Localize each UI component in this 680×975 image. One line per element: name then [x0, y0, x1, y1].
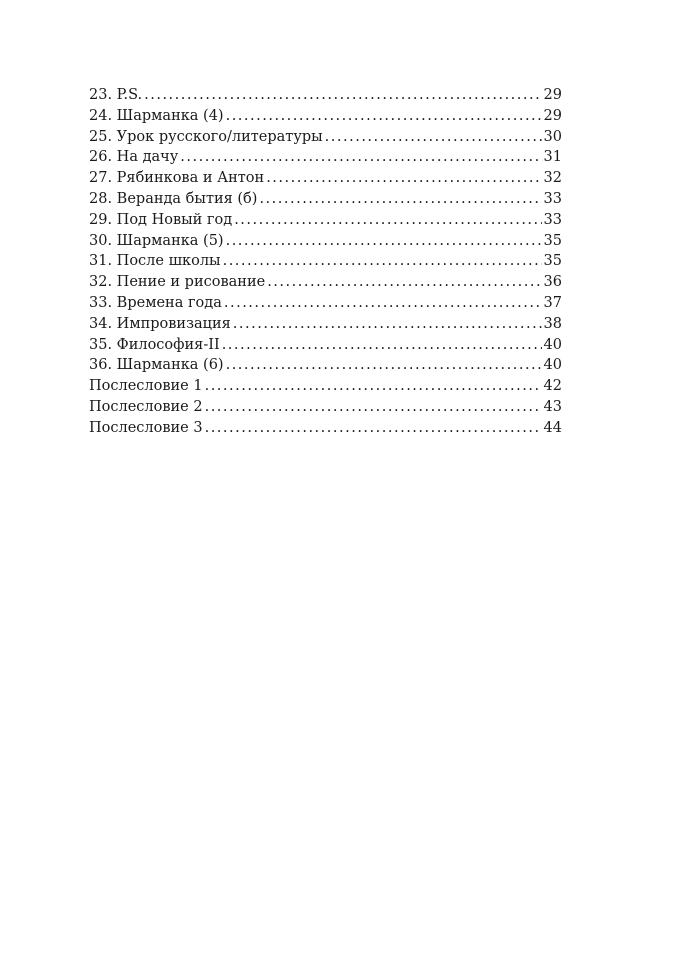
- toc-entry: [89, 295, 562, 316]
- toc-dot-leader: [226, 108, 542, 124]
- toc-entry-title: 29. Под Новый год: [89, 211, 233, 228]
- toc-entry-title: 28. Веранда бытия (б): [89, 190, 258, 207]
- toc-dot-leader: [259, 191, 541, 207]
- toc-entry-title: 35. Философия-II: [89, 336, 220, 353]
- toc-dot-leader: [205, 420, 542, 436]
- toc-entry: [89, 191, 562, 212]
- table-of-contents: [89, 87, 562, 441]
- toc-entry: [89, 357, 562, 378]
- toc-entry-title: 23. P.S.: [89, 87, 143, 103]
- toc-entry: [89, 212, 562, 233]
- toc-entry: [89, 129, 562, 150]
- toc-entry-page: 35: [543, 232, 562, 249]
- toc-entry: [89, 253, 562, 274]
- toc-entry-title: 30. Шарманка (5): [89, 232, 224, 249]
- toc-entry: [89, 337, 562, 358]
- toc-dot-leader: [205, 399, 542, 415]
- toc-dot-leader: [226, 357, 542, 373]
- toc-entry-page: 29: [543, 107, 562, 124]
- toc-dot-leader: [180, 149, 541, 165]
- toc-entry-page: 29: [543, 87, 562, 103]
- toc-entry-page: 30: [543, 128, 562, 145]
- toc-entry-page: 38: [543, 315, 562, 332]
- toc-dot-leader: [222, 337, 542, 353]
- toc-dot-leader: [223, 253, 542, 269]
- toc-entry: [89, 108, 562, 129]
- toc-entry-title: 31. После школы: [89, 253, 221, 270]
- toc-entry-page: 31: [543, 149, 562, 166]
- toc-dot-leader: [144, 87, 541, 103]
- toc-entry: [89, 399, 562, 420]
- toc-entry-title: 36. Шарманка (6): [89, 357, 224, 374]
- toc-entry-title: 25. Урок русского/литературы: [89, 128, 323, 145]
- toc-dot-leader: [266, 170, 541, 186]
- toc-dot-leader: [233, 316, 542, 332]
- toc-dot-leader: [234, 212, 541, 228]
- toc-entry-title: 27. Рябинкова и Антон: [89, 170, 265, 187]
- toc-entry-title: 34. Импровизация: [89, 315, 231, 332]
- toc-entry: [89, 233, 562, 254]
- toc-entry-page: 40: [543, 336, 562, 353]
- toc-entry-page: 35: [543, 253, 562, 270]
- toc-dot-leader: [205, 378, 542, 394]
- toc-dot-leader: [224, 295, 542, 311]
- toc-dot-leader: [226, 233, 542, 249]
- toc-entry-page: 44: [543, 419, 562, 436]
- toc-entry: [89, 149, 562, 170]
- toc-dot-leader: [325, 129, 542, 145]
- toc-entry: [89, 274, 562, 295]
- toc-entry-page: 43: [543, 398, 562, 415]
- toc-entry-page: 33: [543, 211, 562, 228]
- toc-entry-page: 32: [543, 170, 562, 187]
- toc-entry-page: 40: [543, 357, 562, 374]
- toc-entry-title: Послесловие 3: [89, 419, 203, 436]
- toc-entry: [89, 378, 562, 399]
- toc-entry-title: 32. Пение и рисование: [89, 274, 266, 291]
- toc-entry-page: 33: [543, 190, 562, 207]
- toc-entry-title: Послесловие 2: [89, 398, 203, 415]
- toc-entry-title: Послесловие 1: [89, 378, 203, 395]
- toc-entry: [89, 316, 562, 337]
- toc-entry: [89, 420, 562, 441]
- toc-entry: [89, 87, 562, 108]
- toc-dot-leader: [267, 274, 541, 290]
- toc-entry-page: 36: [543, 274, 562, 291]
- toc-entry-page: 37: [543, 294, 562, 311]
- toc-entry-title: 33. Времена года: [89, 294, 222, 311]
- toc-entry-page: 42: [543, 378, 562, 395]
- toc-entry-title: 26. На дачу: [89, 149, 179, 166]
- toc-entry-title: 24. Шарманка (4): [89, 107, 224, 124]
- toc-entry: [89, 170, 562, 191]
